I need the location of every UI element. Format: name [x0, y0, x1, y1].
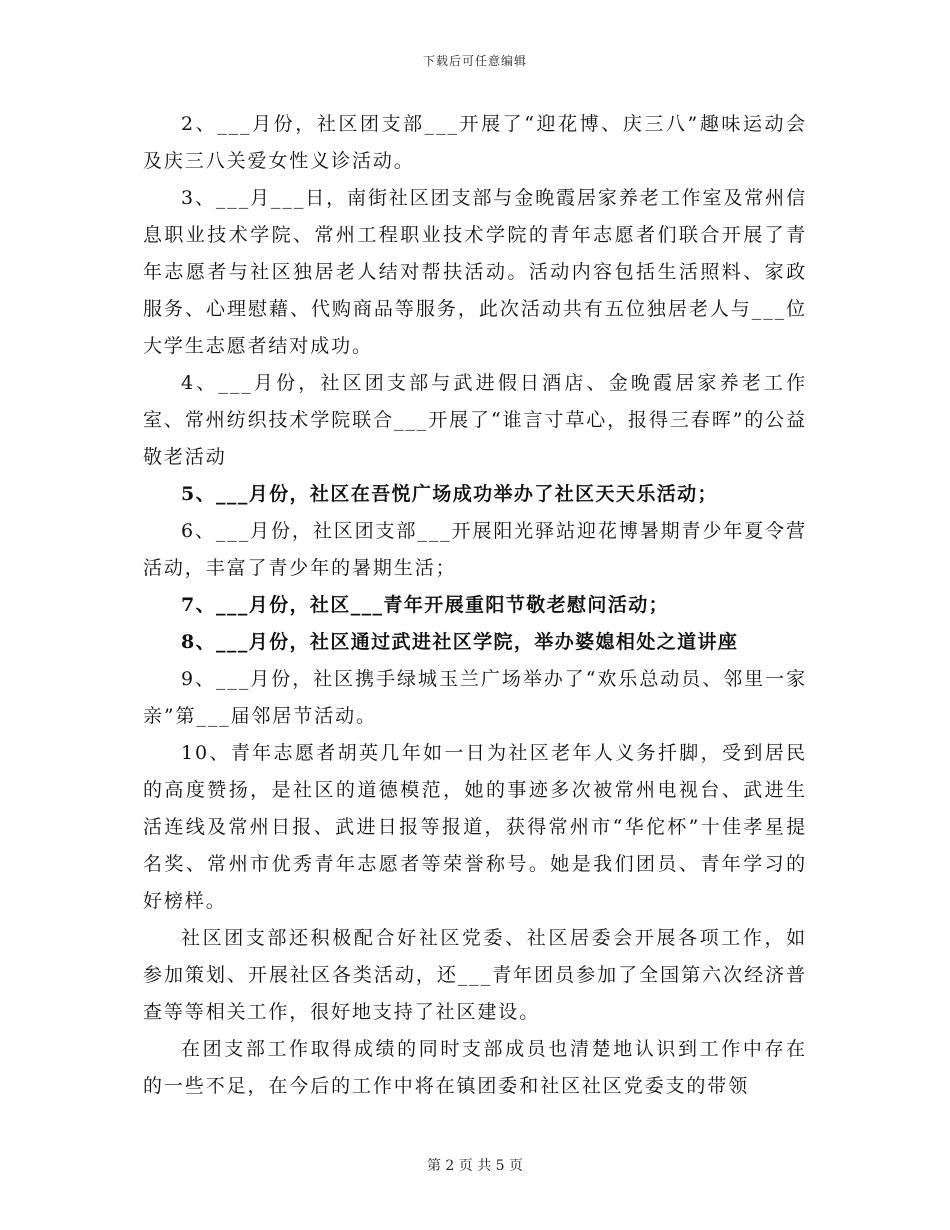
paragraph-item-8: 8、___月份，社区通过武进社区学院，举办婆媳相处之道讲座 [181, 631, 739, 653]
paragraph-support-work: 社区团支部还积极配合好社区党委、社区居委会开展各项工作，如参加策划、开展社区各类活动，还___青年团员参加了全国第六次经济普查等等相关工作，很好地支持了社区建设。 [143, 927, 807, 1023]
paragraph-item-7: 7、___月份，社区___青年开展重阳节敬老慰问活动； [181, 594, 670, 616]
paragraph-item-9: 9、___月份，社区携手绿城玉兰广场举办了“欢乐总动员、邻里一家亲”第___届邻居节活动。 [143, 668, 807, 727]
paragraph-item-6: 6、___月份，社区团支部___开展阳光驿站迎花博暑期青少年夏令营活动，丰富了青少年的暑期生活； [143, 520, 807, 579]
document-body [143, 106, 807, 1105]
paragraph-item-4: 4、___月份，社区团支部与武进假日酒店、金晚霞居家养老工作室、常州纺织技术学院联合___开展了“谁言寸草心，报得三春晖”的公益敬老活动 [143, 372, 807, 468]
paragraph-item-3: 3、___月___日，南街社区团支部与金晚霞居家养老工作室及常州信息职业技术学院、常州工程职业技术学院的青年志愿者们联合开展了青年志愿者与社区独居老人结对帮扶活动。活动内容包括生活照料、家政服务、心理慰藉、代购商品等服务，此次活动共有五位独居老人与___位大学生志愿者结对成功。 [143, 187, 807, 357]
paragraph-shortcomings: 在团支部工作取得成绩的同时支部成员也清楚地认识到工作中存在的一些不足，在今后的工作中将在镇团委和社区社区党委支的带领 [143, 1038, 807, 1097]
paragraph-item-5: 5、___月份，社区在吾悦广场成功举办了社区天天乐活动； [181, 483, 718, 505]
page-number: 第 2 页 共 5 页 [426, 1158, 524, 1174]
paragraph-item-2: 2、___月份，社区团支部___开展了“迎花博、庆三八”趣味运动会及庆三八关爱女性义诊活动。 [143, 113, 807, 172]
paragraph-item-10: 10、青年志愿者胡英几年如一日为社区老年人义务扦脚，受到居民的高度赞扬，是社区的道德模范，她的事迹多次被常州电视台、武进生活连线及常州日报、武进日报等报道，获得常州市“华佗杯”十佳孝星提名奖、常州市优秀青年志愿者等荣誉称号。她是我们团员、青年学习的好榜样。 [143, 742, 807, 912]
page-header: 下载后可任意编辑 [422, 54, 527, 68]
